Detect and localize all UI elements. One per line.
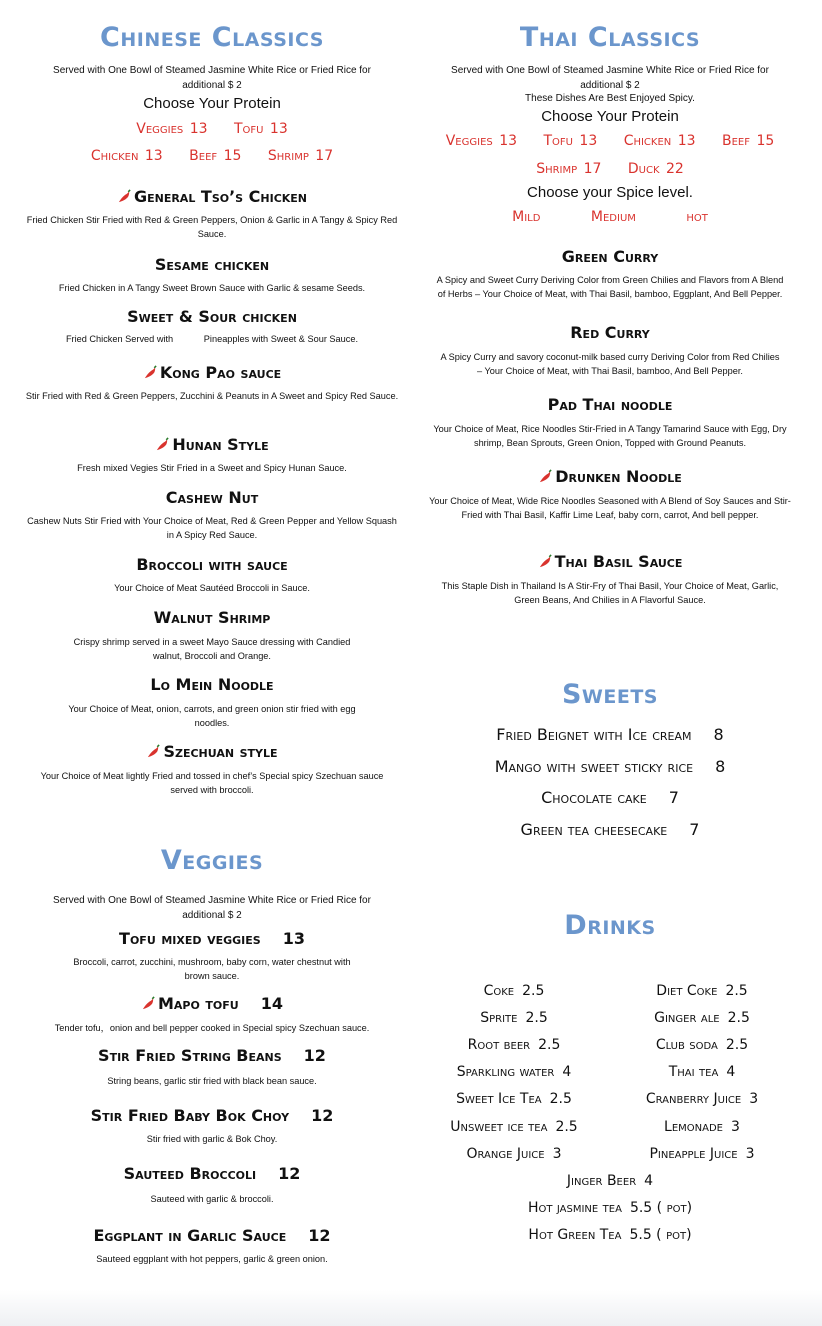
protein-option: Veggies 13 <box>136 121 208 137</box>
protein-option: Veggies 13 <box>445 133 518 149</box>
chili-pepper-icon <box>143 365 158 380</box>
dish-red-curry-desc: A Spicy Curry and savory coconut-milk based curry Deriving Color from Red Chilies – Your Choice of Meat, with Thai Basil, bamboo, And Bell Pepper. <box>440 352 780 376</box>
drinks-title: Drinks <box>564 910 656 941</box>
dish-lo-mein-noodle-desc: Your Choice of Meat, onion, carrots, and green onion stir fried with egg noodles. <box>68 704 356 728</box>
thai-spicy-note: These Dishes Are Best Enjoyed Spicy. <box>525 93 695 104</box>
dish-general-tso: General Tso’s Chicken <box>12 187 412 206</box>
protein-option: Beef 15 <box>189 148 242 164</box>
thai-spice-levels <box>420 209 800 225</box>
thai-choose-protein: Choose Your Protein <box>541 108 679 125</box>
dish-red-curry: Red Curry <box>570 323 650 342</box>
drink-item: Unsweet ice tea 2.5 <box>450 1119 578 1135</box>
chinese-protein-row-2 <box>12 148 412 164</box>
dish-stir-fried-baby-bok-choy: Stir Fried Baby Bok Choy 12 <box>90 1106 334 1125</box>
dish-mapo-tofu-desc: Tender tofu，onion and bell pepper cooked in Special spicy Szechuan sauce. <box>54 1023 370 1033</box>
dish-thai-basil-sauce: Thai Basil Sauce <box>420 552 800 571</box>
dish-mapo-tofu: Mapo tofu 14 <box>12 994 412 1013</box>
drink-item: Diet Coke 2.5 <box>656 983 748 999</box>
dish-walnut-shrimp-desc: Crispy shrimp served in a sweet Mayo Sauce dressing with Candied walnut, Broccoli and Orange. <box>73 637 351 661</box>
dish-stir-fried-string-beans: Stir Fried String Beans 12 <box>98 1046 326 1065</box>
sweet-item: Green tea cheesecake 7 <box>520 820 700 839</box>
sweets-title: Sweets <box>561 679 658 710</box>
chili-pepper-icon <box>538 554 553 569</box>
protein-option: Shrimp 17 <box>267 148 334 164</box>
drink-item: Orange Juice 3 <box>466 1146 562 1162</box>
veggies-served-note: Served with One Bowl of Steamed Jasmine White Rice or Fried Rice for additional $ 2 <box>53 895 371 921</box>
dish-szechuan-style-desc: Your Choice of Meat lightly Fried and tossed in chef’s Special spicy Szechuan sauce served with broccoli. <box>40 771 384 795</box>
chinese-served-note: Served with One Bowl of Steamed Jasmine White Rice or Fried Rice for additional $ 2 <box>53 65 371 91</box>
dish-eggplant-garlic-sauce-desc: Sauteed eggplant with hot peppers, garlic & green onion. <box>96 1254 328 1264</box>
drink-item: Lemonade 3 <box>664 1119 740 1135</box>
chili-pepper-icon <box>117 189 132 204</box>
thai-protein-row-1 <box>420 133 800 149</box>
chinese-choose-protein: Choose Your Protein <box>143 95 281 112</box>
dish-broccoli-with-sauce-desc: Your Choice of Meat Sautéed Broccoli in Sauce. <box>114 583 310 593</box>
drink-item: Club soda 2.5 <box>655 1037 749 1053</box>
drink-item: Hot Green Tea 5.5 ( pot) <box>528 1227 692 1243</box>
chili-pepper-icon <box>155 437 170 452</box>
thai-protein-row-2 <box>420 161 800 177</box>
drink-item: Sprite 2.5 <box>480 1010 548 1026</box>
drink-item: Sweet Ice Tea 2.5 <box>456 1091 572 1107</box>
dish-sesame-chicken: Sesame chicken <box>154 255 270 274</box>
page-bottom-edge <box>0 1290 822 1326</box>
dish-sauteed-broccoli: Sauteed Broccoli 12 <box>123 1164 301 1183</box>
sweet-item: Mango with sweet sticky rice 8 <box>494 757 726 776</box>
spice-level-option: Medium <box>590 209 636 225</box>
dish-kong-pao: Kong Pao sauce <box>12 363 412 382</box>
chili-pepper-icon <box>538 469 553 484</box>
protein-option: Beef 15 <box>722 133 775 149</box>
drink-item: Jinger Beer 4 <box>566 1173 654 1189</box>
drink-item: Coke 2.5 <box>483 983 545 999</box>
chinese-protein-row-1 <box>12 121 412 137</box>
dish-szechuan-style: Szechuan style <box>12 742 412 761</box>
thai-served-note: Served with One Bowl of Steamed Jasmine White Rice or Fried Rice for additional $ 2 <box>451 65 769 91</box>
protein-option: Chicken 13 <box>623 133 696 149</box>
dish-tofu-mixed-veggies-desc: Broccoli, carrot, zucchini, mushroom, baby corn, water chestnut with brown sauce. <box>73 957 351 981</box>
thai-choose-spice: Choose your Spice level. <box>527 184 693 201</box>
dish-walnut-shrimp: Walnut Shrimp <box>153 608 271 627</box>
dish-cashew-nut-desc: Cashew Nuts Stir Fried with Your Choice of Meat, Red & Green Pepper and Yellow Squash in A Spicy Red Sauce. <box>27 516 397 540</box>
dish-sesame-chicken-desc: Fried Chicken in A Tangy Sweet Brown Sauce with Garlic & sesame Seeds. <box>58 283 366 293</box>
drink-item: Root beer 2.5 <box>467 1037 561 1053</box>
drink-item: Cranberry Juice 3 <box>645 1091 759 1107</box>
drink-item: Sparkling water 4 <box>456 1064 572 1080</box>
dish-green-curry: Green Curry <box>561 247 659 266</box>
drink-item: Hot jasmine tea 5.5 ( pot) <box>527 1200 693 1216</box>
chinese-classics-title: Chinese Classics <box>100 22 324 53</box>
dish-broccoli-with-sauce: Broccoli with sauce <box>136 555 288 574</box>
protein-option: Tofu 13 <box>543 133 598 149</box>
dish-sweet-sour-chicken-desc: Fried Chicken Served with Pineapples with Sweet & Sour Sauce. <box>65 334 359 344</box>
chili-pepper-icon <box>146 744 161 759</box>
dish-cashew-nut: Cashew Nut <box>165 488 259 507</box>
drink-item: Ginger ale 2.5 <box>654 1010 750 1026</box>
protein-option: Shrimp 17 <box>536 161 602 177</box>
drink-item: Pineapple Juice 3 <box>649 1146 755 1162</box>
dish-pad-thai-noodle-desc: Your Choice of Meat, Rice Noodles Stir-Fried in A Tangy Tamarind Sauce with Egg, Dry shrimp, Bean Sprouts, Green Onion, Topped with Ground Peanuts. <box>433 424 787 448</box>
dish-general-tso-desc: Fried Chicken Stir Fried with Red & Green Peppers, Onion & Garlic in A Tangy & Spicy Red Sauce. <box>26 215 398 239</box>
dish-tofu-mixed-veggies: Tofu mixed veggies 13 <box>119 929 305 948</box>
spice-level-option: hot <box>686 209 708 225</box>
sweet-item: Fried Beignet with Ice cream 8 <box>496 725 724 744</box>
protein-option: Tofu 13 <box>233 121 288 137</box>
drink-item: Thai tea 4 <box>668 1064 736 1080</box>
dish-hunan-style: Hunan Style <box>12 435 412 454</box>
dish-green-curry-desc: A Spicy and Sweet Curry Deriving Color from Green Chilies and Flavors from A Blend of Herbs – Your Choice of Meat, with Thai Basil, bamboo, Eggplant, And Bell Pepper. <box>436 275 784 299</box>
dish-eggplant-garlic-sauce: Eggplant in Garlic Sauce 12 <box>93 1226 331 1245</box>
thai-classics-title: Thai Classics <box>519 22 701 53</box>
veggies-title: Veggies <box>160 845 264 876</box>
dish-drunken-noodle: Drunken Noodle <box>420 467 800 486</box>
dish-sauteed-broccoli-desc: Sauteed with garlic & broccoli. <box>150 1194 274 1204</box>
dish-kong-pao-desc: Stir Fried with Red & Green Peppers, Zucchini & Peanuts in A Sweet and Spicy Red Sauce. <box>25 391 399 401</box>
sweet-item: Chocolate cake 7 <box>541 788 679 807</box>
dish-thai-basil-sauce-desc: This Staple Dish in Thailand Is A Stir-Fry of Thai Basil, Your Choice of Meat, Garlic, Green Beans, And Chilies in A Flavorful Sauce. <box>441 581 779 605</box>
dish-stir-fried-string-beans-desc: String beans, garlic stir fried with black bean sauce. <box>107 1076 317 1086</box>
protein-option: Chicken 13 <box>90 148 163 164</box>
dish-lo-mein-noodle: Lo Mein Noodle <box>150 675 274 694</box>
chili-pepper-icon <box>141 996 156 1011</box>
dish-stir-fried-baby-bok-choy-desc: Stir fried with garlic & Bok Choy. <box>146 1134 278 1144</box>
dish-drunken-noodle-desc: Your Choice of Meat, Wide Rice Noodles Seasoned with A Blend of Soy Sauces and Stir-Fried with Thai Basil, Kaffir Lime Leaf, baby corn, carrot, And bell pepper. <box>429 496 791 520</box>
dish-pad-thai-noodle: Pad Thai noodle <box>547 395 673 414</box>
dish-hunan-style-desc: Fresh mixed Vegies Stir Fried in a Sweet and Spicy Hunan Sauce. <box>77 463 347 473</box>
protein-option: Duck 22 <box>627 161 684 177</box>
dish-sweet-sour-chicken: Sweet & Sour chicken <box>127 307 297 326</box>
spice-level-option: Mild <box>512 209 541 225</box>
